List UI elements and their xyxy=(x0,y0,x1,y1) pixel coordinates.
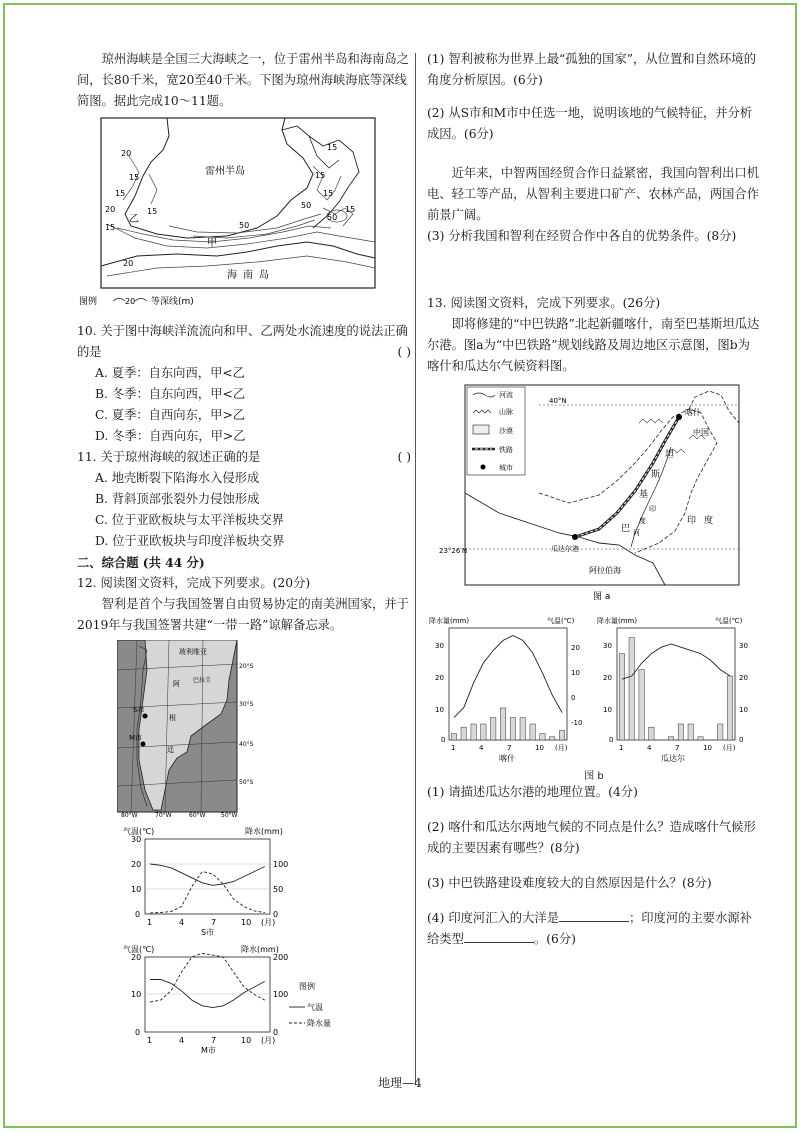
legend-title: 图例 xyxy=(299,982,315,991)
q12-stem: 12. 阅读图文资料，完成下列要求。(20分) xyxy=(77,576,311,590)
depth-label: 20 xyxy=(105,205,116,214)
lon-label: 80°W xyxy=(121,812,138,818)
y-tick-label: 50 xyxy=(273,885,284,894)
cpec-route-map xyxy=(439,383,749,605)
y-tick-label: 0 xyxy=(135,910,141,919)
lat-label: 23°26′N xyxy=(439,547,468,555)
y-tick-label: 20 xyxy=(603,674,612,682)
cpec-map-figure xyxy=(439,383,761,612)
q11-option: B. 背斜顶部张裂外力侵蚀形成 xyxy=(95,492,260,506)
q13-sub4: (4) 印度河汇入的大洋是 ；印度河的主要水源补给类型 。(6分) xyxy=(427,911,752,946)
q10-option: C. 夏季：自西向东，甲>乙 xyxy=(95,408,246,422)
q10-stem: 10. 关于图中海峡洋流流向和甲、乙两处水流速度的说法正确的是 ( ) xyxy=(77,321,411,363)
country-label: 巴拉圭 xyxy=(193,677,212,684)
y-tick-label: 10 xyxy=(131,990,142,999)
y-tick-label: 10 xyxy=(131,885,142,894)
y-tick-label: 30 xyxy=(435,642,444,650)
precipitation-bar xyxy=(550,737,555,740)
lat-label: 20°S xyxy=(239,663,254,670)
x-tick-label: 10 xyxy=(535,744,544,752)
precipitation-bars xyxy=(619,638,733,740)
answer-paren: ( ) xyxy=(397,345,411,359)
y-tick-label: 0 xyxy=(135,1028,141,1037)
chart-title: M市 xyxy=(201,1046,216,1055)
map-legend-item: 河流 xyxy=(499,391,513,399)
y-tick-label: -10 xyxy=(571,719,583,727)
country-label: 根 xyxy=(169,714,176,722)
depth-label: 50 xyxy=(239,221,250,230)
x-unit-label: (月) xyxy=(261,918,276,927)
china-label: 中国 xyxy=(693,428,709,437)
q10-option: B. 冬季：自东向西，甲<乙 xyxy=(95,387,246,401)
indus-char: 度 xyxy=(639,517,646,525)
y-axis-label-left: 气温(℃) xyxy=(123,827,155,836)
x-tick-label: 10 xyxy=(703,744,712,752)
india-label: 印度 xyxy=(687,516,722,526)
city-m-label: M市 xyxy=(129,734,143,742)
qiongzhou-map-figure xyxy=(77,116,411,317)
y-tick-label: 0 xyxy=(273,910,279,919)
x-unit-label: (月) xyxy=(261,1036,276,1045)
depth-label: 15 xyxy=(115,189,126,198)
x-tick-label: 7 xyxy=(211,918,217,927)
y-tick-label: 20 xyxy=(131,953,142,962)
lon-label: 70°W xyxy=(155,812,172,818)
y-axis-label-right: 降水(mm) xyxy=(245,827,283,836)
s-city-climate-chart xyxy=(73,825,303,943)
lat-label: 40°N xyxy=(549,397,567,405)
q13-sub1: (1) 请描述瓜达尔港的地理位置。(4分) xyxy=(427,785,638,799)
chile-map xyxy=(117,640,267,818)
gwadar-label: 瓜达尔港 xyxy=(551,545,579,553)
answer-paren: ( ) xyxy=(397,450,411,464)
y-axis-label-left: 气温(℃) xyxy=(123,945,155,954)
y-tick-label: 10 xyxy=(435,706,444,714)
y-axis-label-right: 气温(℃) xyxy=(715,617,743,625)
map-legend-prefix: 图例 xyxy=(79,297,98,307)
y-tick-label: 0 xyxy=(609,736,614,744)
country-label: 廷 xyxy=(167,746,174,754)
map-legend-text: 等深线(m) xyxy=(151,297,194,307)
precipitation-bar xyxy=(451,734,456,740)
x-unit-label: (月) xyxy=(723,744,736,752)
x-tick-label: 4 xyxy=(479,744,484,752)
precipitation-bar xyxy=(491,718,496,740)
y-tick-label: 0 xyxy=(273,1028,279,1037)
q11-option: C. 位于亚欧板块与太平洋板块交界 xyxy=(95,513,284,527)
temperature-line xyxy=(622,644,730,679)
x-tick-label: 7 xyxy=(211,1036,217,1045)
sea-label: 阿拉伯海 xyxy=(589,566,621,575)
depth-label: 20 xyxy=(121,149,132,158)
map-legend-item: 沙漠 xyxy=(499,427,513,435)
y-tick-label: 0 xyxy=(571,694,576,702)
precipitation-bar xyxy=(688,724,693,740)
lat-label: 30°S xyxy=(239,701,254,708)
answer-blank[interactable] xyxy=(559,921,629,922)
x-tick-label: 7 xyxy=(507,744,512,752)
q11-stem: 11. 关于琼州海峡的叙述正确的是 ( ) xyxy=(77,447,411,468)
precipitation-bar xyxy=(727,676,732,740)
jia-label: 甲 xyxy=(207,238,217,249)
precipitation-bar xyxy=(639,670,644,740)
x-tick-label: 7 xyxy=(675,744,680,752)
pakistan-char: 斯 xyxy=(651,470,661,480)
q12-sub1: (1) 智利被称为世界上最“孤独的国家”，从位置和自然环境的角度分析原因。(6分) xyxy=(427,52,757,87)
q11-option: D. 位于亚欧板块与印度洋板块交界 xyxy=(95,534,285,548)
right-column xyxy=(427,49,761,950)
lon-label: 60°W xyxy=(189,812,206,818)
depth-label: 50 xyxy=(327,213,338,222)
depth-label: 15 xyxy=(327,143,338,152)
y-tick-label: 20 xyxy=(131,860,142,869)
y-tick-label: 100 xyxy=(273,860,289,869)
depth-label: 50 xyxy=(301,201,312,210)
figure-caption: 图 a xyxy=(593,592,611,602)
precipitation-bar xyxy=(649,727,654,740)
depth-label: 15 xyxy=(315,171,326,180)
precipitation-bar xyxy=(520,718,525,740)
chart-title: S市 xyxy=(201,928,215,937)
chart-title: 喀什 xyxy=(499,754,515,763)
y-axis-label-right: 降水(mm) xyxy=(241,945,279,954)
depth-label: 15 xyxy=(105,223,116,232)
legend-precip: 降水量 xyxy=(307,1019,331,1028)
q10-option: A. 夏季：自东向西，甲<乙 xyxy=(95,366,245,380)
q12-sub3: (3) 分析我国和智利在经贸合作中各自的优势条件。(8分) xyxy=(427,229,737,243)
precipitation-bar xyxy=(668,737,673,740)
precipitation-bar xyxy=(629,638,634,740)
precipitation-bar xyxy=(718,724,723,740)
q11-option: A. 地壳断裂下陷海水入侵形成 xyxy=(95,471,260,485)
indus-char: 印 xyxy=(649,505,656,513)
precipitation-bars xyxy=(451,708,565,740)
map-legend-item: 山脉 xyxy=(499,408,513,416)
precipitation-bar xyxy=(619,654,624,740)
x-tick-label: 10 xyxy=(241,1036,252,1045)
temperature-line xyxy=(150,980,265,1008)
depth-label: 15 xyxy=(323,189,334,198)
y-tick-label: 0 xyxy=(441,736,446,744)
pakistan-char: 巴 xyxy=(621,524,631,534)
q13-sub2: (2) 喀什和瓜达尔两地气候的不同点是什么？造成喀什气候形成的主要因素有哪些？(8分) xyxy=(427,820,756,855)
q10-option: D. 冬季：自西向东，甲>乙 xyxy=(95,429,246,443)
precipitation-bar xyxy=(461,727,466,740)
x-unit-label: (月) xyxy=(555,744,568,752)
peninsula-label: 雷州半岛 xyxy=(205,166,245,177)
depth-label: 20 xyxy=(123,259,134,268)
column-divider xyxy=(415,53,416,1085)
lat-label: 40°S xyxy=(239,741,254,748)
y-tick-label: 10 xyxy=(571,669,580,677)
chile-map-figure xyxy=(117,640,411,825)
y-tick-label: 20 xyxy=(739,674,748,682)
map-legend-item: 铁路 xyxy=(499,446,513,454)
country-label: 玻利维亚 xyxy=(179,648,207,656)
island-label: 海南岛 xyxy=(227,270,275,281)
kashgar-label: 喀什 xyxy=(685,408,701,417)
x-tick-label: 1 xyxy=(619,744,624,752)
q12-intro2: 近年来，中智两国经贸合作日益紧密，我国向智利出口机电、轻工等产品，从智利主要进口矿产、农林产品，两国合作前景广阔。 xyxy=(427,166,760,222)
q13-sub3: (3) 中巴铁路建设难度较大的自然原因是什么？(8分) xyxy=(427,876,712,890)
precipitation-bar xyxy=(540,734,545,740)
city-s-label: S市 xyxy=(133,706,145,714)
y-tick-label: 100 xyxy=(273,990,289,999)
x-tick-label: 10 xyxy=(241,918,252,927)
page-footer: 地理—4 xyxy=(378,1076,422,1090)
q12-intro: 智利是首个与我国签署自由贸易协定的南美洲国家，并于2019年与我国签署共建“一带一路”谅解备忘录。 xyxy=(77,597,410,632)
page xyxy=(3,3,797,1128)
y-tick-label: 0 xyxy=(739,736,744,744)
indus-char: 河 xyxy=(633,529,640,537)
precipitation-bar xyxy=(530,724,535,740)
precipitation-bar xyxy=(678,724,683,740)
x-tick-label: 4 xyxy=(647,744,652,752)
lat-label: 50°S xyxy=(239,779,254,786)
answer-blank[interactable] xyxy=(464,942,534,943)
qiongzhou-strait-map xyxy=(77,116,377,310)
precipitation-bar xyxy=(510,718,515,740)
y-tick-label: 30 xyxy=(131,835,142,844)
yi-label: 乙 xyxy=(129,214,139,225)
q13-intro: 即将修建的“中巴铁路”北起新疆喀什，南至巴基斯坦瓜达尔港。图a为“中巴铁路”规划线路及周边地区示意图，图b为喀什和瓜达尔气候资料图。 xyxy=(427,317,760,373)
x-tick-label: 1 xyxy=(451,744,456,752)
y-axis-label-right: 气温(℃) xyxy=(547,617,575,625)
y-tick-label: 200 xyxy=(273,953,289,962)
y-tick-label: 30 xyxy=(603,642,612,650)
x-tick-label: 4 xyxy=(179,1036,185,1045)
depth-label: 15 xyxy=(129,173,140,182)
precipitation-bar xyxy=(698,737,703,740)
pakistan-char: 基 xyxy=(639,490,649,500)
kashgar-climate-chart xyxy=(427,614,597,764)
legend-temp: 气温 xyxy=(307,1003,323,1012)
left-column xyxy=(77,49,411,1061)
gwadar-climate-chart xyxy=(595,614,765,764)
temperature-line xyxy=(150,864,265,885)
y-tick-label: 20 xyxy=(571,644,580,652)
map-legend-item: 城市 xyxy=(499,464,513,472)
q13-stem: 13. 阅读图文资料，完成下列要求。(26分) xyxy=(427,296,661,310)
lon-label: 50°W xyxy=(221,812,238,818)
y-tick-label: 10 xyxy=(603,706,612,714)
depth-label: 15 xyxy=(345,205,356,214)
precipitation-line xyxy=(150,872,265,914)
y-axis-label-left: 降水量(mm) xyxy=(597,617,638,625)
y-axis-label-left: 降水量(mm) xyxy=(429,617,470,625)
precipitation-bar xyxy=(559,730,564,740)
q10-11-intro: 琼州海峡是全国三大海峡之一，位于雷州半岛和海南岛之间，长80千米，宽20至40千米。下图为琼州海峡海底等深线简图。据此完成10～11题。 xyxy=(77,52,410,108)
depth-label: 15 xyxy=(147,207,158,216)
q12-sub2: (2) 从S市和M市中任选一地，说明该地的气候特征，并分析成因。(6分) xyxy=(427,106,753,141)
y-tick-label: 20 xyxy=(435,674,444,682)
precipitation-bar xyxy=(481,724,486,740)
y-tick-label: 10 xyxy=(739,706,748,714)
temperature-line xyxy=(454,636,562,718)
chart-title: 瓜达尔 xyxy=(661,754,685,763)
precipitation-bar xyxy=(500,708,505,740)
pakistan-char: 坦 xyxy=(665,450,675,460)
climate-charts-b xyxy=(427,614,761,782)
y-tick-label: 30 xyxy=(739,642,748,650)
x-tick-label: 4 xyxy=(179,918,185,927)
precipitation-bar xyxy=(471,724,476,740)
section-title: 二、综合题 (共 44 分) xyxy=(77,555,205,570)
country-label: 阿 xyxy=(173,680,180,688)
precipitation-line xyxy=(150,953,265,1002)
figure-caption: 图 b xyxy=(584,771,604,782)
x-tick-label: 1 xyxy=(147,1036,153,1045)
x-tick-label: 1 xyxy=(147,918,153,927)
m-city-climate-chart xyxy=(73,943,343,1061)
map-legend-value: 20 xyxy=(125,297,136,306)
